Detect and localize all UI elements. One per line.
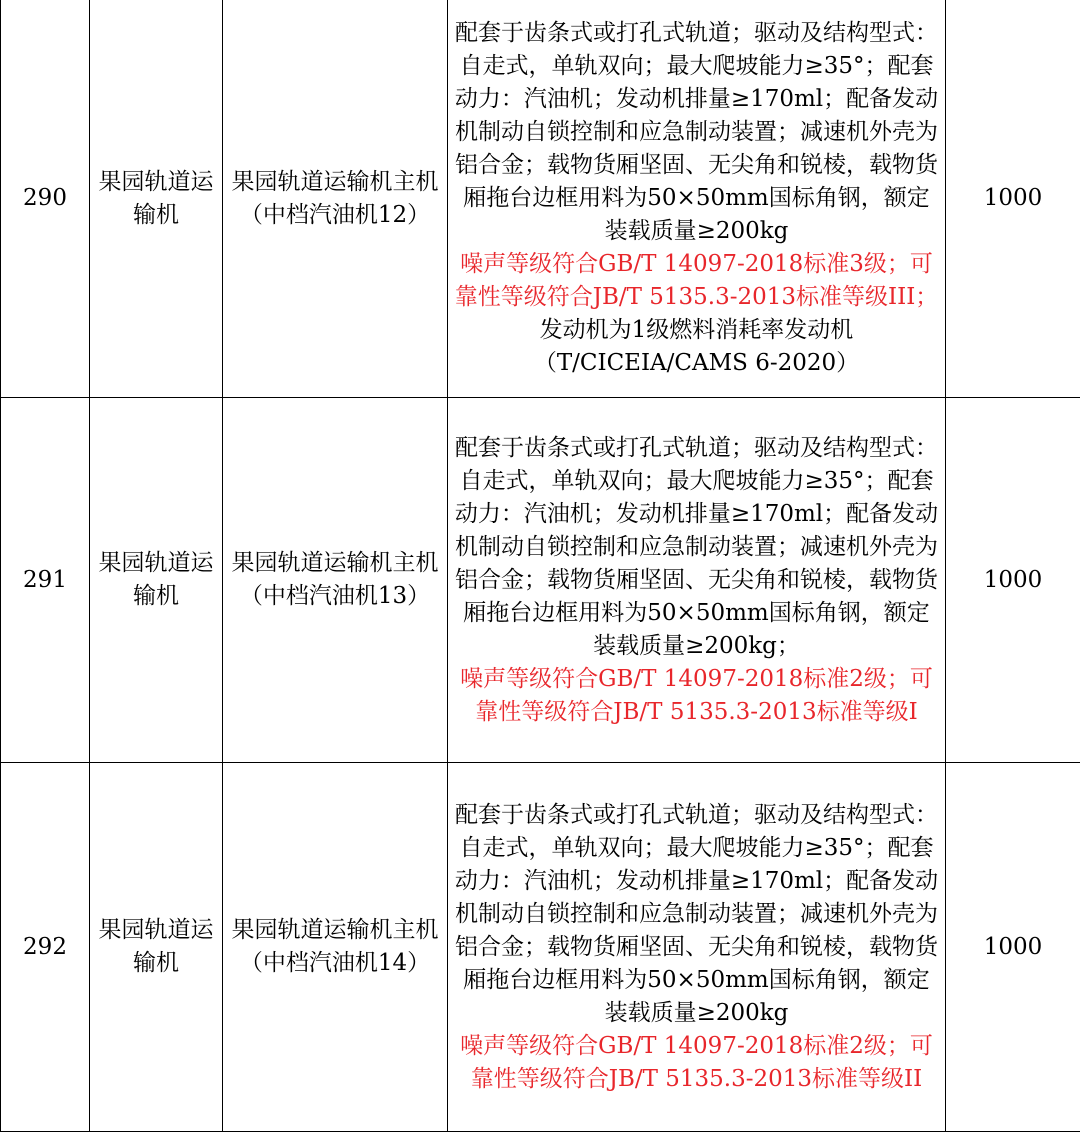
row-number: 292 <box>1 763 90 1132</box>
spec-highlight: 噪声等级符合GB/T 14097-2018标准2级；可靠性等级符合JB/T 5135.3-2013标准等级I <box>454 663 939 729</box>
table-row <box>1 763 1080 1132</box>
spec-lines <box>454 248 939 380</box>
spec-text: 配套于齿条式或打孔式轨道；驱动及结构型式：自走式，单轨双向；最大爬坡能力≥35°；配套动力：汽油机；发动机排量≥170ml；配备发动机制动自锁控制和应急制动装置；减速机外壳为铝合金；载物货厢坚固、无尖角和锐棱，载物货厢拖台边框用料为50×50mm国标角钢，额定装载质量≥200kg； <box>454 432 939 663</box>
table-row <box>1 398 1080 763</box>
product-name: 果园轨道运输机 <box>90 398 223 763</box>
amount: 1000 <box>946 398 1080 763</box>
product-name: 果园轨道运输机 <box>90 0 223 398</box>
spec-cell <box>448 398 946 763</box>
spec-cell <box>448 763 946 1132</box>
row-number: 291 <box>1 398 90 763</box>
table-row <box>1 0 1080 398</box>
product-model: 果园轨道运输机主机（中档汽油机13） <box>223 398 448 763</box>
product-model: 果园轨道运输机主机（中档汽油机14） <box>223 763 448 1132</box>
spec-text: 配套于齿条式或打孔式轨道；驱动及结构型式：自走式，单轨双向；最大爬坡能力≥35°；配套动力：汽油机；发动机排量≥170ml；配备发动机制动自锁控制和应急制动装置；减速机外壳为铝合金；载物货厢坚固、无尖角和锐棱，载物货厢拖台边框用料为50×50mm国标角钢，额定装载质量≥200kg <box>454 17 939 248</box>
spec-tail: 发动机为1级燃料消耗率发动机（T/CICEIA/CAMS 6-2020） <box>534 317 859 376</box>
product-model: 果园轨道运输机主机（中档汽油机12） <box>223 0 448 398</box>
product-name: 果园轨道运输机 <box>90 763 223 1132</box>
spec-highlight: 噪声等级符合GB/T 14097-2018标准2级；可靠性等级符合JB/T 5135.3-2013标准等级II <box>454 1030 939 1096</box>
row-number: 290 <box>1 0 90 398</box>
spec-cell <box>448 0 946 398</box>
spec-highlight: 噪声等级符合GB/T 14097-2018标准3级；可靠性等级符合JB/T 5135.3-2013标准等级III； <box>455 251 939 310</box>
amount: 1000 <box>946 0 1080 398</box>
amount: 1000 <box>946 763 1080 1132</box>
spec-text: 配套于齿条式或打孔式轨道；驱动及结构型式：自走式，单轨双向；最大爬坡能力≥35°；配套动力：汽油机；发动机排量≥170ml；配备发动机制动自锁控制和应急制动装置；减速机外壳为铝合金；载物货厢坚固、无尖角和锐棱，载物货厢拖台边框用料为50×50mm国标角钢，额定装载质量≥200kg <box>454 799 939 1030</box>
